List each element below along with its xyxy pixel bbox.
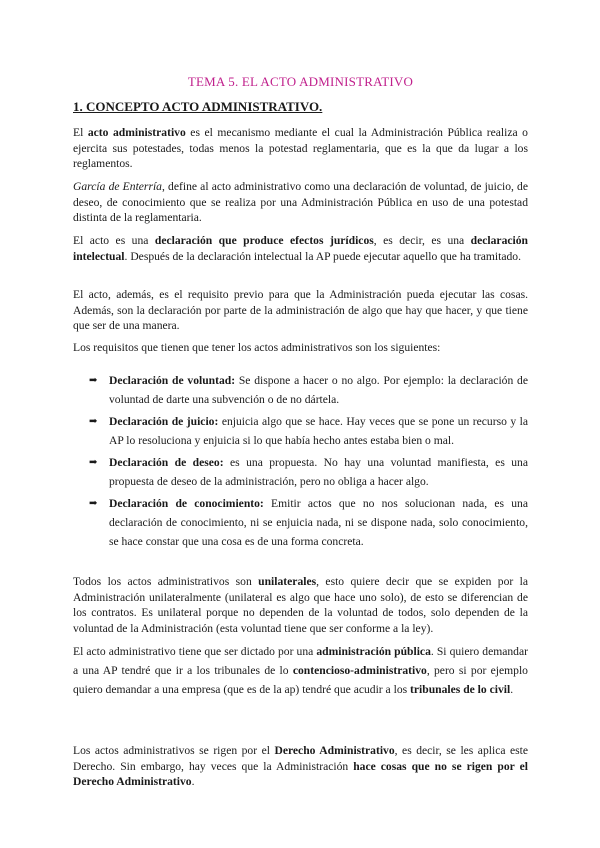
arrow-right-icon: ➡ [89,498,98,509]
page-title: TEMA 5. EL ACTO ADMINISTRATIVO [187,74,414,89]
arrow-right-icon: ➡ [89,375,98,386]
list-item: ➡ Declaración de conocimiento: Emitir actos que no nos solucionan nada, es una declaración de conocimiento, ni se enjuicia nada, ni se dispone nada, solo conocimiento, se hace constar que una cosa es de una forma concreta. [89,494,528,551]
list-item: ➡ Declaración de juicio: enjuicia algo que se hace. Hay veces que se pone un recurso y la AP lo resoluciona y enjuicia si lo que había hecho antes estaba bien o mal. [89,412,528,450]
paragraph-unilaterales: Todos los actos administrativos son unilaterales, esto quiere decir que se expiden por la Administración unilateralmente (unilateral es algo que hace uno solo), de esto se diferencian de los contratos. Es unilateral porque no dependen de la voluntad de todos, solo dependen de la voluntad de la Administración (esta voluntad tiene que ser conforme a la ley). [73,575,528,635]
list-item: ➡ Declaración de deseo: es una propuesta. No hay una voluntad manifiesta, es una propuesta de deseo de la administración, pero no obliga a hacer algo. [89,453,528,491]
paragraph-administracion-publica: El acto administrativo tiene que ser dictado por una administración pública. Si quiero demandar a una AP tendré que ir a los tribunales de lo contencioso-administrativo, pero si por ejemplo quiero demandar a una empresa (que es de la ap) tendré que acudir a los tribunales de lo civil. [73,645,528,696]
paragraph-requisito-previo: El acto, además, es el requisito previo para que la Administración pueda ejecutar las cosas. Además, son la declaración por parte de la administración de algo que hay que hacer, y que tiene que ser de una manera. [73,288,528,332]
arrow-right-icon: ➡ [89,457,98,468]
list-item: ➡ Declaración de voluntad: Se dispone a hacer o no algo. Por ejemplo: la declaración de voluntad de darte una subvención o de no dártela. [89,371,528,409]
section-heading: 1. CONCEPTO ACTO ADMINISTRATIVO. [73,99,323,114]
requirements-list [89,371,528,554]
paragraph-efectos-juridicos: El acto es una declaración que produce efectos jurídicos, es decir, es una declaración intelectual. Después de la declaración intelectual la AP puede ejecutar aquello que ha tramitado. [73,234,528,263]
paragraph-requisitos-intro: Los requisitos que tienen que tener los actos administrativos son los siguientes: [73,341,441,354]
paragraph-derecho-administrativo: Los actos administrativos se rigen por el Derecho Administrativo, es decir, se les aplica este Derecho. Sin embargo, hay veces que la Administración hace cosas que no se rigen por el Derecho Administrativo. [73,744,529,788]
paragraph-garcia-enterria: García de Enterría, define al acto administrativo como una declaración de voluntad, de juicio, de deseo, de conocimiento que se realiza por una Administración Pública en uso de una potestad distinta de la reglamentaria. [73,180,528,224]
arrow-right-icon: ➡ [89,416,98,427]
paragraph-definition: El acto administrativo es el mecanismo mediante el cual la Administración Pública realiza o ejercita sus potestades, todas menos la potestad reglamentaria, que es la que da lugar a los reglamentos. [73,126,528,170]
